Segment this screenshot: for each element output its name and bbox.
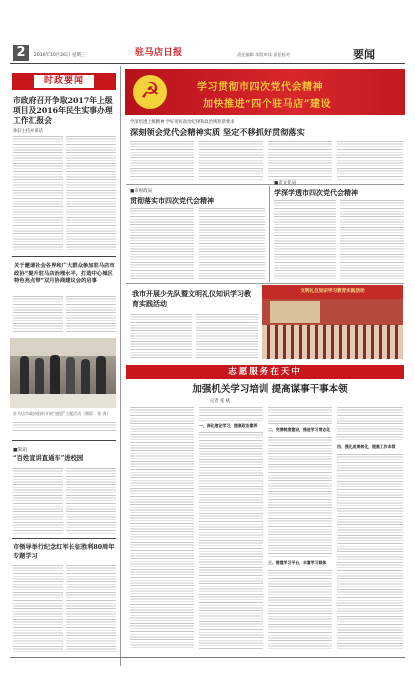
photo-person — [96, 356, 106, 396]
sub1-body-col1 — [130, 208, 194, 280]
feature-section-head-4: 四、强化成果转化，提高工作本领 — [337, 444, 396, 449]
sub2-body-col1 — [274, 200, 336, 280]
lead-body-col2 — [199, 141, 263, 181]
sub2-kicker: ■市文化局 — [274, 181, 297, 186]
feature-body-col1 — [130, 407, 194, 650]
culture-body-col1 — [130, 314, 192, 358]
mid-divider — [126, 283, 404, 284]
event-photo-screen — [270, 301, 320, 323]
date-line: 2016年10月26日 星期三 — [34, 53, 86, 58]
sub2-title: 学深学透市四次党代会精神 — [274, 188, 358, 197]
header-rule — [10, 63, 405, 64]
feature-section-head-3: 三、搭建学习平台，丰富学习载体 — [268, 560, 327, 565]
feature-body-col4a — [337, 407, 403, 441]
sub1-kicker: ■市财政局 — [130, 189, 153, 194]
story1-title: 市政府召开争取2017年上级项目及2016年民生实事办理工作汇报会 — [13, 96, 113, 125]
story4-body-right — [66, 565, 116, 653]
feature-body-col2b — [199, 432, 263, 650]
photo-person — [81, 359, 90, 396]
story-divider-1 — [12, 256, 116, 257]
story4-title: 市领导举行纪念红军长征胜利80周年专题学习 — [13, 544, 115, 560]
sub1-title: 贯彻落实市四次党代会精神 — [130, 196, 214, 205]
column-banner-label: 时政要闻 — [43, 76, 84, 86]
photo-person — [50, 355, 60, 396]
photo-person — [35, 358, 44, 396]
event-banner-text: 文明礼仪知识学习教育实践活动 — [300, 289, 365, 294]
photo-caption: 驻马店市政协组织开展“感恩”主题活动（摄影：张 涛） — [13, 411, 111, 416]
feature-body-col4b — [337, 454, 403, 650]
story1-body-left — [13, 136, 63, 252]
story3-body-right — [66, 468, 116, 534]
lead-title: 深刻领会党代会精神实质 坚定不移抓好贯彻落实 — [130, 127, 305, 137]
page-number: 2 — [16, 45, 26, 60]
story3-title: “百姓宣讲直通车”进校园 — [13, 455, 84, 462]
lead-body-col3 — [268, 141, 332, 181]
photo-person — [66, 357, 75, 396]
banner-line1: 学习贯彻市四次党代会精神 — [197, 82, 323, 93]
left-photo — [10, 338, 116, 408]
photo-wall — [10, 338, 116, 356]
volunteer-banner — [126, 365, 404, 379]
column-banner-inner — [34, 75, 94, 88]
photo-caption-lines — [13, 422, 116, 432]
sub-divider — [269, 186, 270, 282]
page-number-box — [13, 45, 29, 61]
lead-body-col4 — [337, 141, 403, 181]
lead-body-col1 — [130, 141, 194, 181]
story2-title: 关于邀请社会各界和广大群众参加驻马店市政协“提升驻马店治理水平，打造中心城区特色亮点带”双月协商建议会的启事 — [14, 263, 115, 285]
story-divider-2 — [12, 440, 116, 441]
photo-person — [20, 356, 29, 396]
editor-line: 责任编辑 本版审读 责任校对 — [237, 52, 290, 57]
volunteer-banner-text: 志愿服务在天中 — [228, 367, 302, 377]
story3-body-left — [13, 468, 63, 534]
feature-body-col3b — [268, 437, 332, 557]
event-photo — [262, 285, 403, 359]
culture-body-col2 — [196, 314, 258, 358]
photo-table — [10, 394, 116, 408]
story1-subtitle: 孙轩主持并讲话 — [13, 129, 44, 134]
feature-body-col3a — [268, 407, 332, 425]
story2-body-right — [66, 296, 116, 332]
main-feature-byline: 记者 张 斌 — [210, 399, 230, 404]
main-feature-title: 加强机关学习培训 提高谋事干事本领 — [192, 384, 348, 395]
sub2-body-col2 — [340, 200, 404, 280]
masthead-logo: 驻马店日报 — [135, 48, 183, 58]
banner-line2: 加快推进“四个驻马店”建设 — [203, 99, 332, 110]
feature-section-head-2: 二、完善制度建设，推进学习常态化 — [268, 427, 331, 432]
lead-divider — [126, 184, 404, 185]
feature-body-col2a — [199, 407, 263, 421]
footer-rule — [10, 657, 405, 658]
sub1-body-col2 — [199, 208, 265, 280]
story1-body-right — [66, 136, 116, 252]
story3-kicker: ■简讯 — [13, 448, 28, 453]
feature-section-head-1: 一、深化理论学习，提高政治素养 — [199, 423, 258, 428]
story2-body-left — [13, 296, 63, 332]
culture-title: 我市开展少先队暨文明礼仪知识学习教育实践活动 — [132, 289, 251, 308]
section-name: 要闻 — [353, 48, 375, 61]
story4-body-left — [13, 565, 63, 653]
feature-body-col3c — [268, 570, 332, 650]
party-emblem-icon: ☭ — [133, 75, 167, 109]
column-divider — [120, 66, 121, 666]
story-divider-3 — [12, 538, 116, 539]
lead-deck: 学深悟透上级精神 学好用好政治纪律和政治规矩新要求 — [130, 120, 235, 125]
event-photo-audience — [262, 325, 403, 359]
top-banner — [125, 69, 405, 115]
event-photo-banner — [262, 285, 403, 299]
column-banner — [12, 73, 116, 90]
